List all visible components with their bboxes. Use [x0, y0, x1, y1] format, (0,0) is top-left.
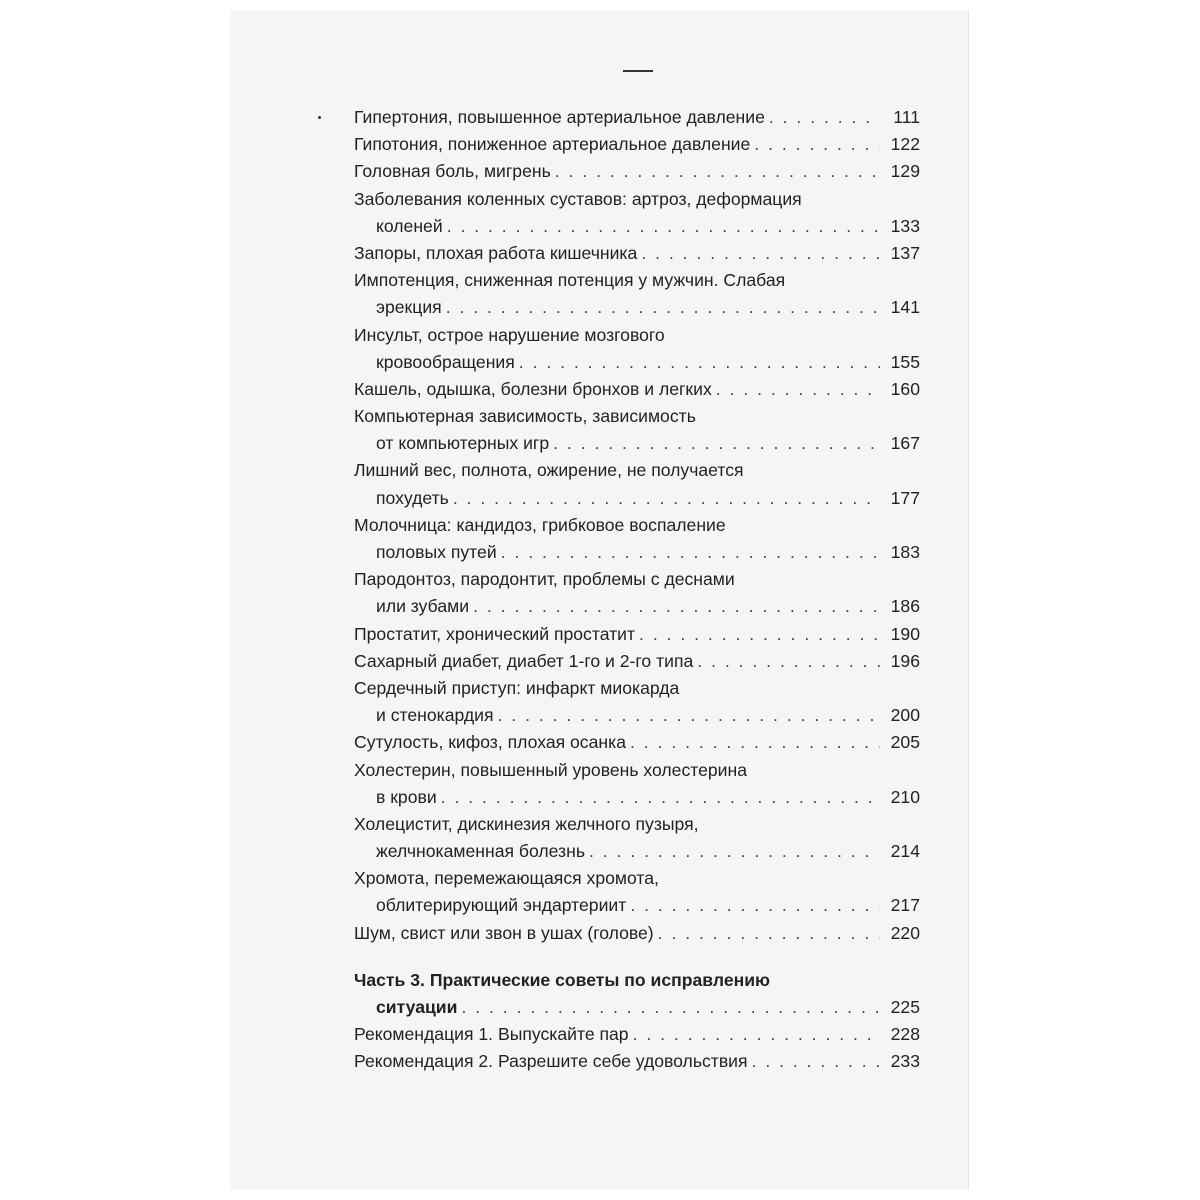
toc-entry[interactable]: [354, 376, 920, 403]
toc-entry[interactable]: [354, 457, 920, 511]
toc-entry-title: Хромота, перемежающаяся хромота,: [354, 868, 659, 889]
toc-entry-line: [354, 349, 920, 376]
dot-leader: [630, 729, 880, 756]
toc-entry[interactable]: [354, 566, 920, 620]
dot-leader: [461, 994, 880, 1021]
toc-entry-title: облитерирующий эндартериит: [376, 895, 627, 916]
toc-entry-title: Рекомендация 1. Выпускайте пар: [354, 1024, 629, 1045]
toc-entry[interactable]: [354, 158, 920, 185]
header-rule: [623, 70, 653, 72]
toc-page-number: 217: [890, 895, 920, 916]
dot-leader: [633, 1021, 880, 1048]
toc-entry-title: в крови: [376, 786, 437, 807]
toc-entry-title: Холестерин, повышенный уровень холестерина: [354, 759, 748, 780]
toc-page-number: 190: [890, 623, 920, 644]
toc-page-number: 228: [890, 1024, 920, 1045]
toc-entry-line: [354, 892, 920, 919]
dot-leader: [519, 349, 880, 376]
toc-entry-title: Шум, свист или звон в ушах (голове): [354, 922, 654, 943]
toc-entry[interactable]: [354, 920, 920, 947]
toc-entry-line: [354, 621, 920, 648]
toc-entry-line: [354, 729, 920, 756]
toc-entry-title: Простатит, хронический простатит: [354, 623, 636, 644]
dot-leader: [697, 648, 880, 675]
toc-part3-list: [354, 1021, 920, 1075]
dot-leader: [769, 104, 880, 131]
toc-entry[interactable]: [354, 729, 920, 756]
toc-entry-line: [354, 186, 920, 213]
toc-entry[interactable]: [354, 675, 920, 729]
dot-leader: [453, 485, 880, 512]
dot-leader: [498, 702, 880, 729]
toc-entry-title: Пародонтоз, пародонтит, проблемы с деснами: [354, 569, 735, 590]
toc-entry[interactable]: [354, 811, 920, 865]
toc-page-number: 167: [890, 433, 920, 454]
toc-entry-line: [354, 675, 920, 702]
toc-entry[interactable]: [354, 322, 920, 376]
toc-entry-title: Головная боль, мигрень: [354, 161, 551, 182]
toc-entry-title: Инсульт, острое нарушение мозгового: [354, 324, 665, 345]
toc-entry-title: Холецистит, дискинезия желчного пузыря,: [354, 813, 699, 834]
dot-leader: [589, 838, 880, 865]
toc-entry-title: коленей: [376, 215, 443, 236]
toc-entry-title: и стенокардия: [376, 705, 494, 726]
toc-page-number: 233: [890, 1051, 920, 1072]
toc-part3-heading: [354, 967, 920, 1021]
toc-entry[interactable]: [354, 1021, 920, 1048]
toc-entry-line: [354, 757, 920, 784]
dot-leader: [754, 131, 880, 158]
toc-entry-line: [354, 430, 920, 457]
dot-leader: [473, 593, 880, 620]
toc-entry-line: [354, 1048, 920, 1075]
toc-entry-title: Сутулость, кифоз, плохая осанка: [354, 732, 626, 753]
toc-entry-line: [354, 967, 920, 994]
toc-entry-title: Рекомендация 2. Разрешите себе удовольствия: [354, 1051, 748, 1072]
toc-page-number: 155: [890, 351, 920, 372]
toc-entry-title: или зубами: [376, 596, 470, 617]
toc-entry-title: Импотенция, сниженная потенция у мужчин. Слабая: [354, 270, 786, 291]
toc-page-number: 225: [890, 997, 920, 1017]
toc-entry-line: [354, 485, 920, 512]
toc-entry[interactable]: [354, 757, 920, 811]
toc-page-number: 137: [890, 242, 920, 263]
toc-entry-line: [354, 539, 920, 566]
toc-entry-line: [354, 240, 920, 267]
toc-entry[interactable]: [354, 621, 920, 648]
toc-entry-title: кровообращения: [376, 351, 515, 372]
toc-page-number: 183: [890, 542, 920, 562]
toc-entry-line: [354, 213, 920, 240]
toc-entry-title: похудеть: [376, 487, 449, 508]
margin-dot: [318, 116, 321, 119]
toc-entry-line: [354, 920, 920, 947]
toc-page-number: 214: [890, 841, 920, 862]
toc-entry[interactable]: [354, 131, 920, 158]
toc-entry-line: [354, 403, 920, 430]
toc-entry-title: эрекция: [376, 297, 442, 318]
toc-entry-title: Гипертония, повышенное артериальное давление: [354, 107, 765, 127]
toc-list: [354, 104, 920, 947]
dot-leader: [716, 376, 880, 403]
toc-entry-title: желчнокаменная болезнь: [376, 841, 585, 862]
toc-page-number: 186: [890, 596, 920, 617]
dot-leader: [555, 158, 880, 185]
toc-entry-line: [354, 322, 920, 349]
table-of-contents: [354, 104, 920, 1076]
toc-entry[interactable]: [354, 403, 920, 457]
toc-entry[interactable]: [354, 104, 920, 131]
toc-entry-line: [354, 648, 920, 675]
section-gap: [354, 947, 920, 967]
toc-page-number: 160: [890, 378, 920, 399]
toc-page-number: 111: [893, 107, 920, 127]
dot-leader: [441, 784, 880, 811]
toc-part-heading[interactable]: [354, 967, 920, 1021]
toc-page-number: 220: [890, 922, 920, 943]
toc-page-number: 133: [890, 215, 920, 236]
toc-page-number: 122: [890, 134, 920, 155]
toc-entry-line: [354, 994, 920, 1021]
toc-entry-title: Кашель, одышка, болезни бронхов и легких: [354, 378, 712, 399]
dot-leader: [639, 621, 880, 648]
toc-entry-line: [354, 1021, 920, 1048]
toc-entry-title: половых путей: [376, 542, 497, 562]
toc-page-number: 177: [890, 487, 920, 508]
toc-entry-title: Сахарный диабет, диабет 1-го и 2-го типа: [354, 650, 694, 671]
dot-leader: [641, 240, 880, 267]
toc-entry-line: [354, 512, 920, 539]
dot-leader: [501, 539, 880, 566]
toc-entry-title: Заболевания коленных суставов: артроз, деформация: [354, 188, 802, 209]
toc-entry-line: [354, 131, 920, 158]
toc-entry-line: [354, 267, 920, 294]
toc-entry[interactable]: [354, 512, 920, 566]
toc-entry-line: [354, 566, 920, 593]
toc-entry-title: Часть 3. Практические советы по исправлению: [354, 969, 771, 990]
toc-page-number: 129: [890, 161, 920, 182]
toc-entry-line: [354, 376, 920, 403]
toc-page-number: 141: [890, 297, 920, 318]
toc-entry[interactable]: [354, 865, 920, 919]
toc-page-number: 205: [890, 732, 920, 753]
toc-entry-line: [354, 865, 920, 892]
dot-leader: [446, 294, 880, 321]
toc-entry[interactable]: [354, 1048, 920, 1075]
toc-entry[interactable]: [354, 240, 920, 267]
toc-entry-title: Компьютерная зависимость, зависимость: [354, 406, 696, 427]
toc-entry-line: [354, 838, 920, 865]
toc-entry-line: [354, 593, 920, 620]
dot-leader: [658, 920, 880, 947]
dot-leader: [447, 213, 880, 240]
toc-entry-line: [354, 294, 920, 321]
dot-leader: [553, 430, 880, 457]
dot-leader: [630, 892, 880, 919]
dot-leader: [752, 1048, 880, 1075]
toc-entry-line: [354, 104, 920, 131]
toc-entry-title: Сердечный приступ: инфаркт миокарда: [354, 677, 680, 698]
toc-entry[interactable]: [354, 648, 920, 675]
toc-entry-line: [354, 811, 920, 838]
toc-entry-line: [354, 702, 920, 729]
toc-entry-title: Лишний вес, полнота, ожирение, не получается: [354, 460, 744, 481]
toc-entry-line: [354, 457, 920, 484]
toc-entry-title: Молочница: кандидоз, грибковое воспаление: [354, 514, 726, 535]
toc-page-number: 200: [890, 705, 920, 726]
toc-entry-title: ситуации: [376, 997, 458, 1017]
toc-entry-line: [354, 158, 920, 185]
toc-entry-title: Гипотония, пониженное артериальное давление: [354, 134, 751, 155]
toc-entry[interactable]: [354, 267, 920, 321]
toc-entry[interactable]: [354, 186, 920, 240]
toc-page-number: 210: [890, 786, 920, 807]
toc-entry-line: [354, 784, 920, 811]
toc-page-number: 196: [890, 650, 920, 671]
toc-entry-title: от компьютерных игр: [376, 433, 550, 454]
toc-entry-title: Запоры, плохая работа кишечника: [354, 242, 638, 263]
